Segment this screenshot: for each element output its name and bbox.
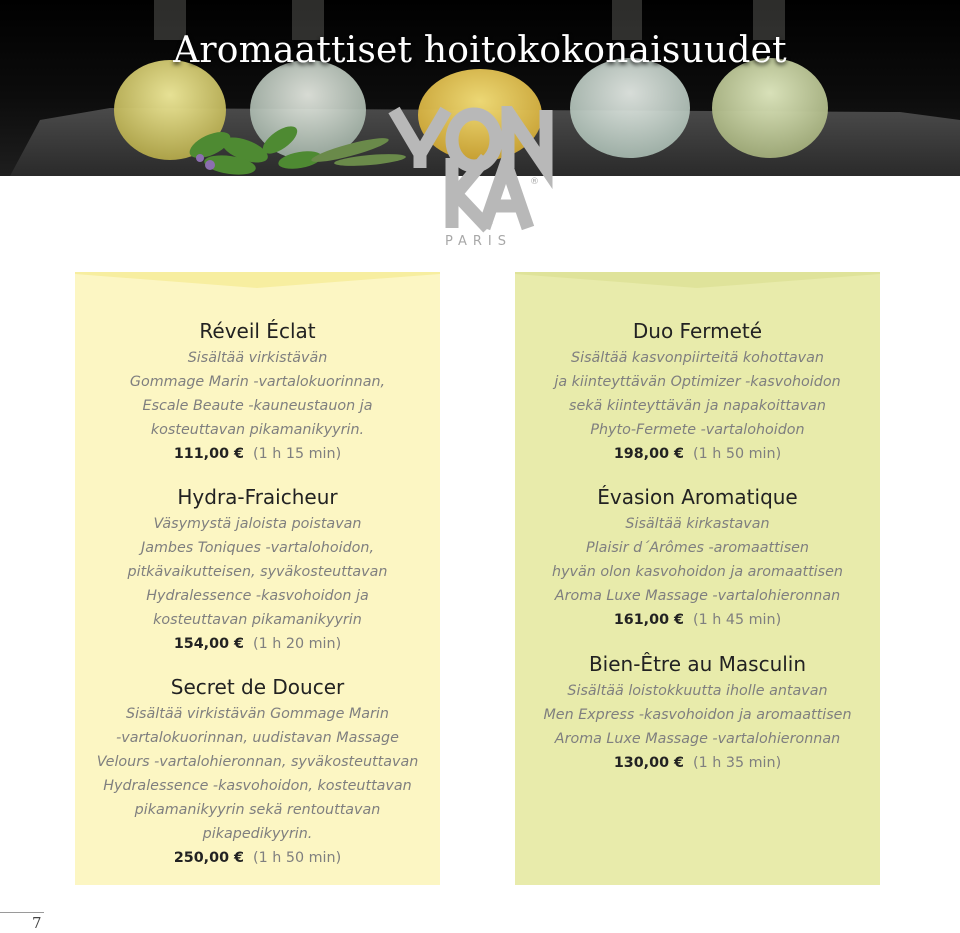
panel-header-band: [515, 272, 880, 288]
package-duo-fermete: [515, 318, 880, 466]
package-price: 198,00 € (1 h 50 min): [613, 446, 782, 462]
panel-header-band: [75, 272, 440, 288]
page-title: Aromaattiset hoitokokonaisuudet: [173, 30, 787, 71]
package-description: Sisältää virkistävän Gommage Marin -vartalokuorinnan, Escale Beaute -kauneustauon ja kosteuttavan pikamanikyyrin.: [129, 350, 386, 438]
package-description: Sisältää loistokkuutta iholle antavan Men Express -kasvohoidon ja aromaattisen Aroma Luxe Massage -vartalohieronnan: [543, 683, 852, 747]
left-packages-panel: [75, 272, 440, 885]
package-price: 250,00 € (1 h 50 min): [173, 850, 342, 866]
package-description: Väsymystä jaloista poistavan Jambes Toniques -vartalohoidon, pitkävaikutteisen, syväkosteuttavan Hydralessence -kasvohoidon ja kosteuttavan pikamanikyyrin: [127, 516, 388, 628]
package-title: Duo Fermeté: [632, 319, 763, 343]
svg-text:®: ®: [530, 177, 539, 187]
package-title: Bien-Être au Masculin: [588, 652, 807, 676]
package-price: 161,00 € (1 h 45 min): [613, 612, 782, 628]
package-title: Hydra-Fraicheur: [177, 485, 338, 509]
package-reveil-eclat: [75, 318, 440, 466]
package-description: Sisältää virkistävän Gommage Marin -vartalokuorinnan, uudistavan Massage Velours -vartalohieronnan, syväkosteuttavan Hydralessence -kasvohoidon, kosteuttavan pikamanikyyrin sekä rentouttavan pikapedikyyrin.: [96, 706, 419, 842]
package-price: 154,00 € (1 h 20 min): [173, 636, 342, 652]
page-number: 7: [32, 914, 42, 932]
package-price: 130,00 € (1 h 35 min): [613, 755, 782, 771]
package-title: Évasion Aromatique: [597, 485, 798, 509]
package-description: Sisältää kasvonpiirteitä kohottavan ja kiinteyttävän Optimizer -kasvohoidon sekä kiinteyttävän ja napakoittavan Phyto-Fermete -vartalohoidon: [554, 350, 841, 438]
logo-subtitle: PARIS: [445, 234, 513, 249]
package-title: Réveil Éclat: [199, 319, 316, 343]
package-bien-etre-au-masculin: [515, 651, 880, 775]
package-description: Sisältää kirkastavan Plaisir d´Arômes -aromaattisen hyvän olon kasvohoidon ja aromaattisen Aroma Luxe Massage -vartalohieronnan: [552, 516, 843, 604]
package-price: 111,00 € (1 h 15 min): [173, 446, 342, 462]
package-hydra-fraicheur: [75, 484, 440, 656]
package-evasion-aromatique: [515, 484, 880, 632]
package-secret-de-doucer: [75, 674, 440, 870]
yonka-logo-icon: [388, 106, 558, 252]
right-packages-panel: [515, 272, 880, 885]
package-title: Secret de Doucer: [170, 675, 345, 699]
page-number-rule: [0, 912, 44, 913]
